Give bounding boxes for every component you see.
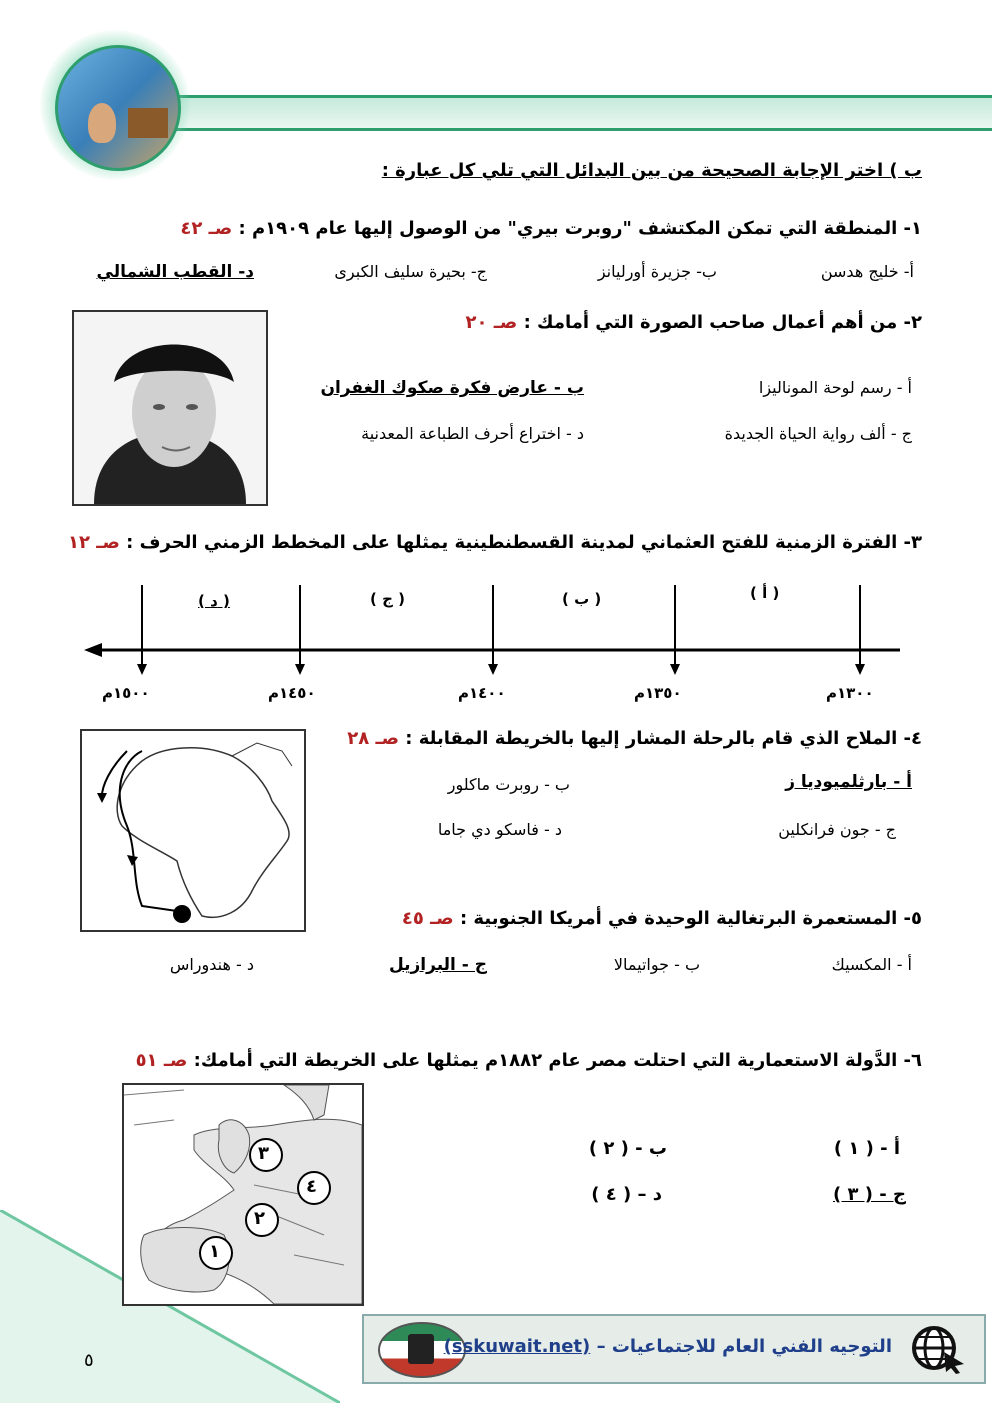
question-6 — [136, 1050, 922, 1071]
footer-bar — [362, 1314, 986, 1384]
q6-option-b[interactable]: ب - ( ٢ ) — [588, 1138, 667, 1159]
year-1500: ١٥٠٠م — [102, 684, 150, 702]
q4-option-b[interactable]: ب - روبرت ماكلور — [447, 775, 570, 794]
footer-title: التوجيه الفني العام للاجتماعيات — [611, 1336, 892, 1357]
book-logo — [55, 45, 181, 171]
footer-dash: – — [596, 1336, 606, 1357]
question-6-text: ٦- الدَّولة الاستعمارية التي احتلت مصر عام ١٨٨٢م يمثلها على الخريطة التي أمامك: — [193, 1050, 922, 1071]
q4-option-d[interactable]: د - فاسكو دي جاما — [437, 820, 562, 839]
question-4-text: ٤- الملاح الذي قام بالرحلة المشار إليها بالخريطة المقابلة : — [405, 728, 922, 749]
q6-option-d[interactable]: د – ( ٤ ) — [591, 1184, 662, 1205]
question-3 — [68, 532, 922, 553]
europe-map — [122, 1083, 364, 1306]
q2-option-c[interactable]: ج - ألف رواية الحياة الجديدة — [724, 424, 912, 443]
footer-text — [444, 1336, 892, 1357]
question-3-text: ٣- الفترة الزمنية للفتح العثماني لمدينة القسطنطينية يمثلها على المخطط الزمني الحرف : — [126, 532, 922, 553]
period-d: ( د ) — [198, 592, 230, 610]
question-5-ref: صـ ٤٥ — [401, 908, 454, 929]
q4-option-a[interactable]: أ - بارثلميوديا ز — [785, 772, 912, 792]
q1-option-d[interactable]: د- القطب الشمالي — [96, 262, 254, 282]
q2-option-b[interactable]: ب - عارض فكرة صكوك الغفران — [320, 378, 584, 398]
period-b: ( ب ) — [562, 590, 602, 608]
q5-option-d[interactable]: د - هندوراس — [169, 955, 254, 974]
year-1400: ١٤٠٠م — [458, 684, 506, 702]
question-4 — [347, 728, 922, 749]
map-label-3: ٣ — [258, 1143, 269, 1164]
header-band — [120, 95, 992, 131]
question-2-ref: صـ ٢٠ — [465, 312, 518, 333]
q5-option-a[interactable]: أ - المكسيك — [831, 955, 912, 974]
page-number: ٥ — [84, 1350, 94, 1371]
q1-option-b[interactable]: ب- جزيرة أورليانز — [597, 262, 717, 281]
q4-option-c[interactable]: ج - جون فرانكلين — [778, 820, 896, 839]
footer-site[interactable]: (sskuwait.net) — [443, 1336, 591, 1357]
africa-route-map — [80, 729, 306, 932]
q6-option-a[interactable]: أ - ( ١ ) — [833, 1138, 900, 1159]
question-5 — [402, 908, 922, 929]
question-3-ref: صـ ١٢ — [68, 532, 120, 553]
question-2-text: ٢- من أهم أعمال صاحب الصورة التي أمامك : — [523, 312, 922, 333]
portrait-image — [72, 310, 268, 506]
map-label-2: ٢ — [254, 1208, 265, 1229]
question-1 — [180, 218, 922, 239]
year-1350: ١٣٥٠م — [634, 684, 682, 702]
section-title: ب ) اختر الإجابة الصحيحة من بين البدائل التي تلي كل عبارة : — [381, 160, 922, 181]
period-a: ( أ ) — [750, 584, 780, 602]
q1-option-a[interactable]: أ- خليج هدسن — [820, 262, 914, 281]
q2-option-a[interactable]: أ - رسم لوحة الموناليزا — [758, 378, 912, 397]
question-1-text: ١- المنطقة التي تمكن المكتشف "روبرت بيري" من الوصول إليها عام ١٩٠٩م : — [238, 218, 922, 239]
question-6-ref: صـ ٥١ — [135, 1050, 188, 1071]
q6-option-c[interactable]: ج - ( ٣ ) — [833, 1184, 906, 1205]
question-5-text: ٥- المستعمرة البرتغالية الوحيدة في أمريكا الجنوبية : — [459, 908, 922, 929]
map-label-1: ١ — [209, 1241, 220, 1262]
question-2 — [466, 312, 922, 333]
timeline-arrow-head — [84, 643, 102, 657]
q5-option-b[interactable]: ب - جواتيمالا — [613, 955, 700, 974]
question-1-ref: صـ ٤٢ — [180, 218, 233, 239]
question-4-ref: صـ ٢٨ — [347, 728, 399, 749]
q5-option-c[interactable]: ج - البرازيل — [388, 955, 487, 975]
q1-option-c[interactable]: ج- بحيرة سليف الكبرى — [334, 262, 487, 281]
year-1450: ١٤٥٠م — [268, 684, 316, 702]
globe-cursor-icon — [908, 1322, 968, 1378]
q2-option-d[interactable]: د - اختراع أحرف الطباعة المعدنية — [361, 424, 584, 443]
year-1300: ١٣٠٠م — [826, 684, 874, 702]
period-c: ( ج ) — [370, 590, 405, 608]
map-label-4: ٤ — [306, 1176, 317, 1197]
